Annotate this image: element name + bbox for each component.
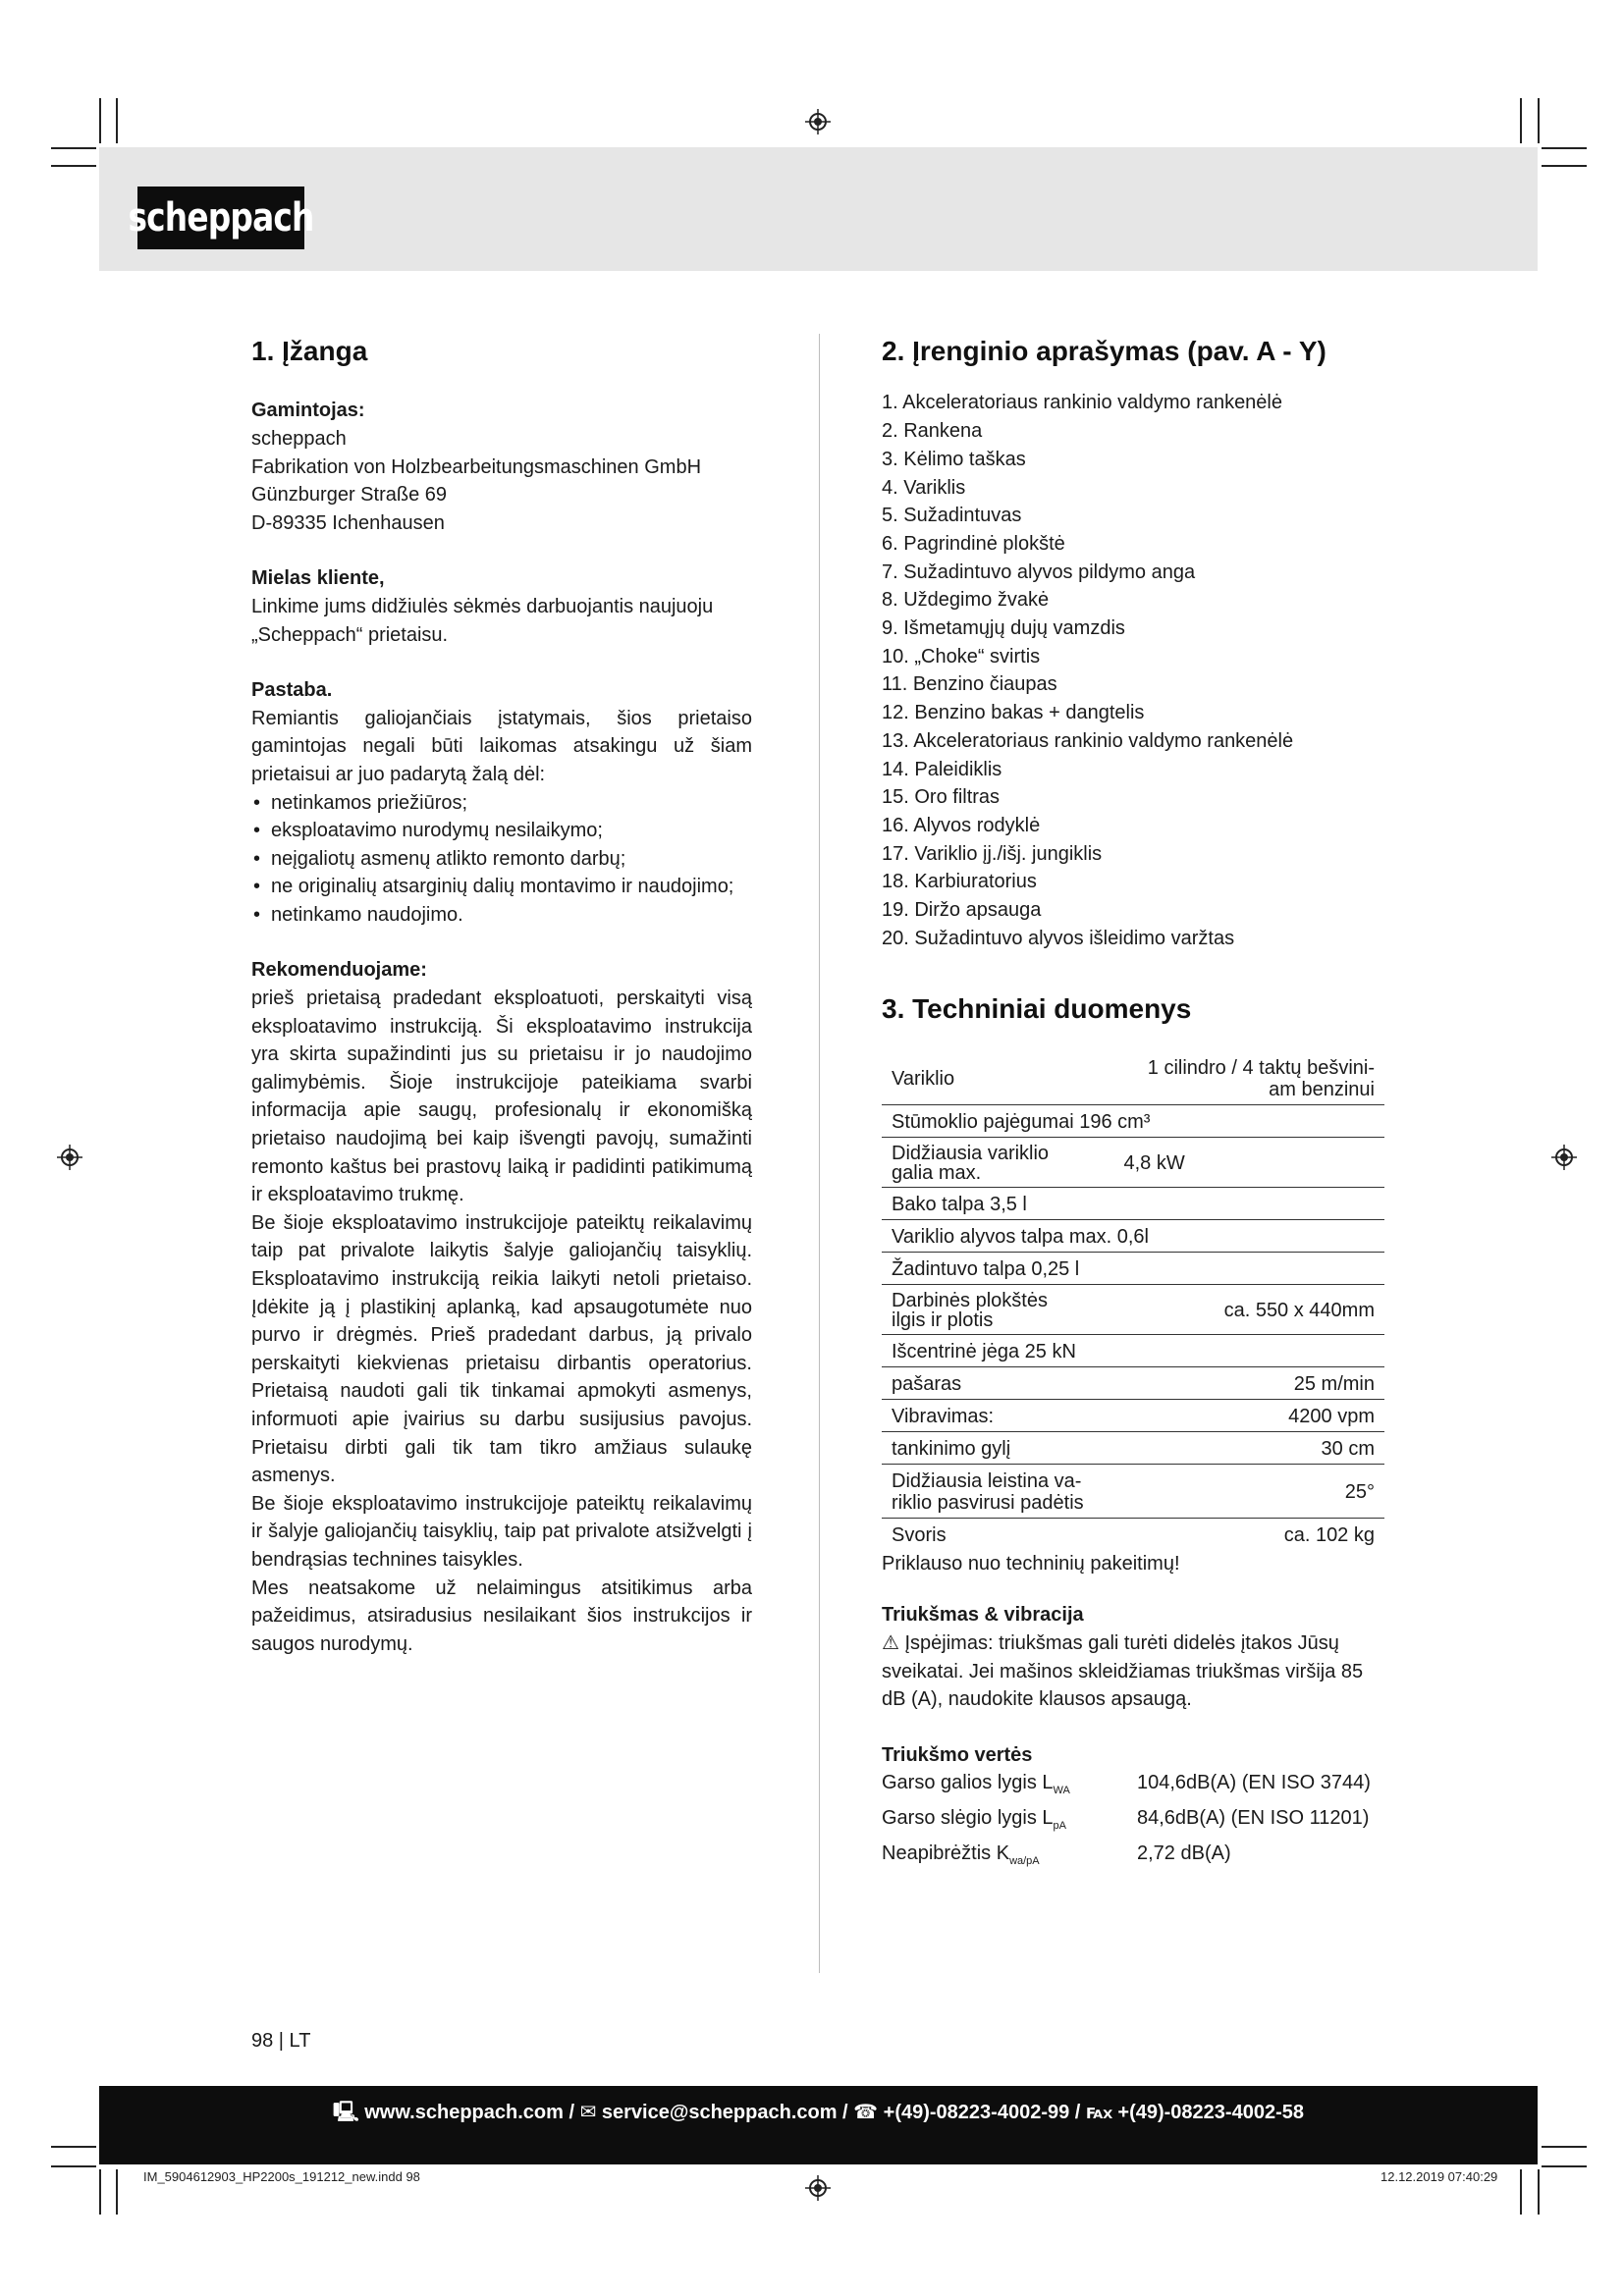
- list-item: 5. Sužadintuvas: [882, 505, 1022, 527]
- table-row: [882, 1464, 1384, 1518]
- table-row: [882, 1051, 1384, 1105]
- noise-label: Neapibrėžtis K: [882, 1842, 1010, 1865]
- spec-label: Bako talpa 3,5 l: [882, 1187, 1384, 1219]
- list-item: 16. Alyvos rodyklė: [882, 814, 1041, 836]
- table-row: [882, 1104, 1384, 1137]
- spec-value: 25°: [1113, 1464, 1384, 1518]
- tech-note: Priklauso nuo techninių pakeitimų!: [882, 1552, 1180, 1575]
- list-item: 20. Sužadintuvo alyvos išleidimo varžtas: [882, 927, 1235, 949]
- crop-mark: [51, 2165, 96, 2167]
- registration-mark-icon: [57, 1145, 82, 1170]
- list-item: 13. Akceleratoriaus rankinio valdymo rankenėlė: [882, 729, 1294, 752]
- page-number: 98 | LT: [251, 2030, 311, 2052]
- intro-section: [251, 334, 752, 1658]
- crop-mark: [1538, 98, 1540, 143]
- table-row: [882, 1399, 1384, 1431]
- noise-label: Garso galios lygis L: [882, 1772, 1054, 1794]
- list-item: 15. Oro filtras: [882, 786, 1001, 809]
- dear-customer-label: Mielas kliente,: [251, 567, 385, 590]
- crop-mark: [116, 98, 118, 143]
- note-list: [251, 789, 752, 930]
- list-item: 3. Kėlimo taškas: [882, 448, 1026, 470]
- spec-value: ca. 550 x 440mm: [1113, 1284, 1384, 1334]
- description-section: [882, 334, 1384, 1875]
- table-row: [882, 1431, 1384, 1464]
- manufacturer-line: scheppach: [251, 427, 347, 450]
- noise-heading: Triukšmas & vibracija: [882, 1604, 1084, 1627]
- spec-value: 4,8 kW: [1113, 1137, 1384, 1187]
- crop-mark: [51, 147, 96, 149]
- spec-value: 1 cilindro / 4 taktų bešvini- am benzinui: [1113, 1051, 1384, 1105]
- manufacturer-line: Günzburger Straße 69: [251, 484, 447, 507]
- spec-value: 25 m/min: [1113, 1366, 1384, 1399]
- crop-mark: [51, 2146, 96, 2148]
- noise-label: Garso slėgio lygis L: [882, 1807, 1054, 1830]
- spec-label: Didžiausia variklio galia max.: [882, 1137, 1113, 1187]
- note-text: Remiantis galiojančiais įstatymais, šios prietaiso gamintojas negali būti laikomas atsakingu už šiam prietaisui ar juo padarytą žalą dėl:: [251, 707, 752, 785]
- spec-value: 30 cm: [1113, 1431, 1384, 1464]
- column-divider: [819, 334, 820, 1973]
- noise-label-sub: pA: [1053, 1820, 1066, 1833]
- table-row: [882, 1187, 1384, 1219]
- crop-mark: [1542, 147, 1587, 149]
- noise-value-row: [882, 1804, 1384, 1840]
- list-item: 14. Paleidiklis: [882, 758, 1002, 780]
- crop-mark: [1520, 98, 1522, 143]
- list-item: 11. Benzino čiaupas: [882, 673, 1057, 696]
- slug-file: IM_5904612903_HP2200s_191212_new.indd 98: [143, 2169, 420, 2184]
- recommend-label: Rekomenduojame:: [251, 959, 427, 982]
- list-item: 17. Variklio įj./išj. jungiklis: [882, 842, 1103, 865]
- noise-label-sub: wa/pA: [1009, 1855, 1040, 1868]
- list-item: 8. Uždegimo žvakė: [882, 589, 1050, 612]
- noise-value: 2,72 dB(A): [1137, 1842, 1231, 1865]
- table-row: [882, 1219, 1384, 1252]
- noise-label-sub: WA: [1053, 1785, 1070, 1797]
- spec-label: Variklio alyvos talpa max. 0,6l: [882, 1219, 1384, 1252]
- spec-value: ca. 102 kg: [1283, 1523, 1375, 1546]
- crop-mark: [51, 165, 96, 167]
- table-row: [882, 1252, 1384, 1284]
- brand-logo-text: scheppach: [128, 195, 314, 240]
- registration-mark-icon: [805, 2175, 831, 2201]
- crop-mark: [1520, 2169, 1522, 2215]
- list-item: 19. Diržo apsauga: [882, 899, 1042, 922]
- table-row: [882, 1284, 1384, 1334]
- manufacturer-line: Fabrikation von Holzbearbeitungsmaschinen GmbH: [251, 455, 702, 478]
- crop-mark: [1542, 2146, 1587, 2148]
- spec-label: Vibravimas:: [882, 1399, 1113, 1431]
- spec-label: Žadintuvo talpa 0,25 l: [882, 1252, 1384, 1284]
- noise-value: 84,6dB(A) (EN ISO 11201): [1137, 1807, 1370, 1830]
- recommend-paragraph: Be šioje eksploatavimo instrukcijoje pateiktų reikalavimų ir šalyje galiojančių taisyklių, taip pat privalote atsižvelgti į bendrąsias technines taisykles.: [251, 1492, 752, 1571]
- spec-label: Didžiausia leistina va- riklio pasvirusi padėtis: [882, 1464, 1113, 1518]
- noise-warning: ⚠ Įspėjimas: triukšmas gali turėti didelės įtakos Jūsų sveikatai. Jei mašinos skleidžiamas triukšmas viršija 85 dB (A), naudokite klausos apsaugą.: [882, 1632, 1364, 1711]
- dear-customer-text: Linkime jums didžiulės sėkmės darbuojantis naujuoju „Scheppach“ prietaisu.: [251, 595, 714, 646]
- noise-value-row: [882, 1769, 1384, 1804]
- header-band: [99, 147, 1538, 271]
- list-item: 18. Karbiuratorius: [882, 871, 1037, 893]
- list-item: 2. Rankena: [882, 420, 983, 443]
- list-item: 9. Išmetamųjų dujų vamzdis: [882, 617, 1125, 640]
- crop-mark: [116, 2169, 118, 2215]
- crop-mark: [99, 2169, 101, 2215]
- recommend-paragraph: Be šioje eksploatavimo instrukcijoje pateiktų reikalavimų taip pat privalote laikytis šalyje galiojančių taisyklių. Eksploatavimo instrukciją reikia laikyti netoli prietaiso. Įdėkite ją į plastikinį aplanką, kad apsaugotumėte nuo purvo ir drėgmės. Prieš pradedant darbus, ją privalo perskaityti kiekvienas prietaisu dirbantis operatorius. Prietaisą naudoti gali tik tinkamai apmokyti asmenys, informuoti apie įvairius su darbu susijusius pavojus. Prietaisu dirbti gali tik tam tikro amžiaus sulaukę asmenys.: [251, 1211, 752, 1487]
- manufacturer-line: D-89335 Ichenhausen: [251, 511, 445, 534]
- list-item: 10. „Choke“ svirtis: [882, 645, 1041, 667]
- brand-logo: [128, 187, 314, 249]
- crop-mark: [1538, 2169, 1540, 2215]
- noise-value-row: [882, 1840, 1384, 1875]
- slug-date: 12.12.2019 07:40:29: [1380, 2169, 1498, 2184]
- crop-mark: [99, 98, 101, 143]
- table-row: [882, 1366, 1384, 1399]
- registration-mark-icon: [805, 109, 831, 134]
- list-item: 4. Variklis: [882, 476, 966, 499]
- list-item: 7. Sužadintuvo alyvos pildymo anga: [882, 561, 1196, 583]
- list-item: • eksploatavimo nurodymų nesilaikymo;: [251, 817, 752, 845]
- spec-label: Išcentrinė jėga 25 kN: [882, 1334, 1384, 1366]
- footer-contact: 🖳 www.scheppach.com / ✉ service@scheppach.com / ☎ +(49)-08223-4002-99 / ℻ +(49)-08223-4002-58: [333, 2102, 1304, 2123]
- noise-value: 104,6dB(A) (EN ISO 3744): [1137, 1772, 1371, 1794]
- table-row: [882, 1518, 1384, 1550]
- spec-label: pašaras: [882, 1366, 1113, 1399]
- crop-mark: [1542, 165, 1587, 167]
- note-label: Pastaba.: [251, 679, 333, 702]
- spec-label: Variklio: [882, 1051, 1113, 1105]
- list-item: 12. Benzino bakas + dangtelis: [882, 702, 1145, 724]
- list-item: 1. Akceleratoriaus rankinio valdymo rankenėlė: [882, 392, 1282, 414]
- tech-heading: 3. Techniniai duomenys: [882, 993, 1192, 1025]
- manufacturer-label: Gamintojas:: [251, 400, 365, 422]
- spec-label: Darbinės plokštės ilgis ir plotis: [882, 1284, 1113, 1334]
- description-heading: 2. Įrenginio aprašymas (pav. A - Y): [882, 336, 1326, 366]
- spec-value: 4200 vpm: [1113, 1399, 1384, 1431]
- spec-label: tankinimo gylį: [882, 1431, 1113, 1464]
- list-item: • netinkamos priežiūros;: [251, 789, 752, 818]
- noise-values-heading: Triukšmo vertės: [882, 1743, 1033, 1766]
- list-item: • ne originalių atsarginių dalių montavimo ir naudojimo;: [251, 873, 752, 901]
- list-item: • neįgaliotų asmenų atlikto remonto darbų;: [251, 845, 752, 874]
- recommend-paragraph: prieš prietaisą pradedant eksploatuoti, perskaityti visą eksploatavimo instrukciją. Ši eksploatavimo instrukcija yra skirta supažindinti jus su prietaisu ir jo naudojimo galimybėmis. Šioje instrukcijoje pateikiama svarbi informacija apie saugų, profesionalų ir ekonomišką prietaiso naudojimą bei kaip išvengti pavojų, sumažinti remonto kaštus bei prastovų laiką ir padidinti patikimumą ir eksploatavimo trukmę.: [251, 988, 752, 1206]
- spec-label: Svoris: [892, 1523, 947, 1546]
- intro-heading: 1. Įžanga: [251, 336, 368, 366]
- recommend-paragraph: Mes neatsakome už nelaimingus atsitikimus arba pažeidimus, atsiradusius nesilaikant šios instrukcijos ir saugos nurodymų.: [251, 1576, 752, 1655]
- registration-mark-icon: [1551, 1145, 1577, 1170]
- crop-mark: [1542, 2165, 1587, 2167]
- tech-table: [882, 1051, 1384, 1550]
- list-item: • netinkamo naudojimo.: [251, 901, 752, 930]
- table-row: [882, 1334, 1384, 1366]
- table-row: [882, 1137, 1384, 1187]
- list-item: 6. Pagrindinė plokštė: [882, 532, 1065, 555]
- parts-list: [882, 389, 1384, 952]
- spec-label: Stūmoklio pajėgumai 196 cm³: [882, 1104, 1384, 1137]
